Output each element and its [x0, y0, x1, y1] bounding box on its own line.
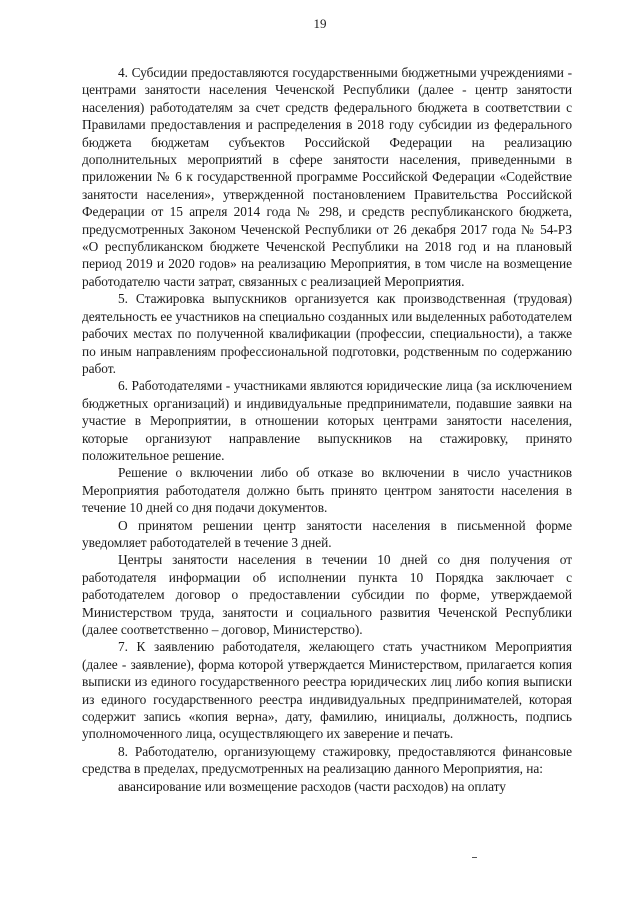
paragraph-6-employers: 6. Работодателями - участниками являются юридические лица (за исключением бюджетных организаций) и индивидуальные предприниматели, подавшие заявки на участие в Мероприятии, в отношении которых центрами занятости населения, которые организуют направление выпускников на стажировку, принято положительное решение.	[82, 378, 572, 463]
paragraph-decision: Решение о включении либо об отказе во включении в число участников Мероприятия работодателя должно быть принято центром занятости населения в течение 10 дней со дня подачи документов.	[82, 465, 572, 516]
paragraph-8-funding: 8. Работодателю, организующему стажировку, предоставляются финансовые средства в пределах, предусмотренных на реализацию данного Мероприятия, на:	[82, 743, 572, 777]
paragraph-advance-payment: авансирование или возмещение расходов (части расходов) на оплату	[118, 778, 506, 794]
scan-mark	[472, 857, 477, 858]
paragraph-5-internship: 5. Стажировка выпускников организуется как производственная (трудовая) деятельность ее участников на специально созданных или выделенных работодателем рабочих местах по полученной квалификации (профессии, специальности), а также по иным направлениям профессиональной подготовки, родственным по содержанию работ.	[82, 291, 572, 376]
paragraph-notification: О принятом решении центр занятости населения в письменной форме уведомляет работодателей в течение 3 дней.	[82, 517, 572, 550]
page-number: 19	[313, 16, 327, 31]
paragraph-4-subsidies: 4. Субсидии предоставляются государственными бюджетными учреждениями - центрами занятости населения Чеченской Республики (далее - центр занятости населения) работодателям за счет средств федерального бюджета в соответствии с Правилами предоставления и распределения в 2018 году субсидии из федерального бюджета бюджетам субъектов Российской Федерации на реализацию дополнительных мероприятий в сфере занятости населения, приведенными в приложении № 6 к государственной программе Российской Федерации «Содействие занятости населения», утвержденной постановлением Правительства Российской Федерации от 15 апреля 2014 года № 298, и средств республиканского бюджета, предусмотренных Законом Чеченской Республики от 26 декабря 2017 года № 54-РЗ «О республиканском бюджете Чеченской Республики на 2018 год и на плановый период 2019 и 2020 годов» на реализацию Мероприятия, в том числе на возмещение работодателю части затрат, связанных с реализацией Мероприятия.	[82, 65, 572, 289]
paragraph-contract: Центры занятости населения в течении 10 дней со дня получения от работодателя информации об исполнении пункта 10 Порядка заключает с работодателем договор о предоставлении субсидии по форме, утверждаемой Министерством труда, занятости и социального развития Чеченской Республики (далее соответственно – договор, Министерство).	[82, 552, 572, 637]
paragraph-7-application: 7. К заявлению работодателя, желающего стать участником Мероприятия (далее - заявление), форма которой утверждается Министерством, прилагается копия выписки из единого государственного реестра юридических лиц либо копия выписки из единого государственного реестра индивидуальных предпринимателей, которая содержит запись «копия верна», дату, фамилию, инициалы, должность, подпись уполномоченного лица, осуществляющего их заверение и печать.	[82, 639, 572, 742]
